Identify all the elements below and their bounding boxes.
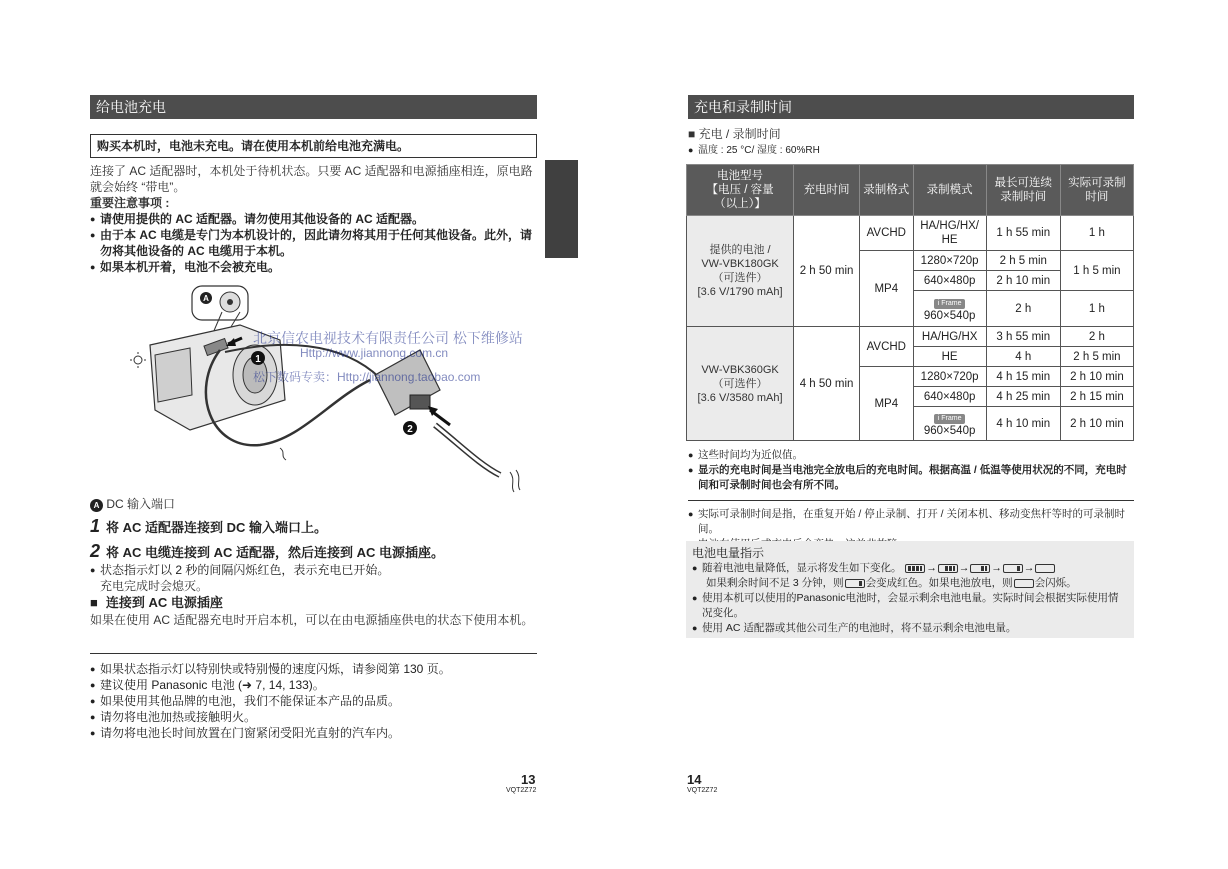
recording-time-subheading: ■ 充电 / 录制时间: [688, 127, 781, 141]
mode-cell: HE: [913, 347, 986, 367]
mode-cell-text: 960×540p: [923, 309, 976, 322]
format-cell: MP4: [860, 367, 914, 441]
indicator-item-cont: [692, 576, 1128, 591]
iframe-badge-icon: i Frame: [934, 299, 966, 309]
max-time-cell: 4 h: [986, 347, 1060, 367]
max-time-cell: 4 h 15 min: [986, 367, 1060, 387]
actual-time-cell: 1 h 5 min: [1060, 251, 1133, 291]
ac-outlet-subheading-text: 连接到 AC 电源插座: [105, 595, 223, 610]
mode-cell-iframe: [913, 407, 986, 441]
battery-empty-icon: [1035, 564, 1055, 573]
indicator-item: ● 使用本机可以使用的Panasonic电池时，会显示剩余电池电量。实际时间会根据实际使用情况变化。: [692, 591, 1128, 621]
footer-note: ● 请勿将电池长时间放置在门窗紧闭受阳光直射的汽车内。: [90, 725, 537, 741]
caption-a-text: DC 输入端口: [106, 497, 176, 511]
header-battery-model: 电池型号 【电压 / 容量 （以上）】: [687, 165, 794, 216]
step-2-text: 将 AC 电缆连接到 AC 适配器，然后连接到 AC 电源插座。: [106, 545, 445, 560]
left-divider: [90, 653, 537, 654]
right-model-code: VQT2Z72: [687, 787, 718, 794]
ac-outlet-text: 如果在使用 AC 适配器充电时开启本机，可以在由电源插座供电的状态下使用本机。: [90, 613, 534, 627]
battery-1-cell: [687, 216, 794, 327]
indicator-text-post: 会闪烁。: [1034, 577, 1077, 589]
battery-1-line: [3.6 V/1790 mAh]: [697, 286, 783, 298]
battery-2-line: VW-VBK360GK: [701, 363, 779, 376]
left-model-code: VQT2Z72: [506, 787, 537, 794]
indicator-text-mid: 会变成红色。如果电池放电，则: [865, 577, 1013, 589]
mode-cell: HA/HG/HX: [913, 327, 986, 347]
right-divider: [688, 500, 1134, 501]
battery-1-line: 提供的电池 /: [709, 244, 771, 256]
step-1-number: 1: [90, 516, 101, 536]
battery-2-charge-time: 4 h 50 min: [794, 327, 860, 441]
indicator-item: ● 随着电池电量降低，显示将发生如下变化。 → → → →: [692, 561, 1128, 576]
max-time-cell: 3 h 55 min: [986, 327, 1060, 347]
subheading-square-icon: ■: [90, 595, 98, 610]
caption-a-badge: A: [90, 499, 103, 512]
step-1: [90, 516, 327, 538]
battery-low-icon: [845, 579, 865, 588]
mode-cell: 640×480p: [913, 387, 986, 407]
left-page-number: 13: [521, 772, 536, 787]
recording-time-table: [686, 164, 1134, 441]
caption-a: [90, 496, 175, 512]
actual-time-cell: 2 h 15 min: [1060, 387, 1133, 407]
battery-one-third-icon: [970, 564, 990, 573]
callout-2-text: 2: [407, 424, 413, 435]
mode-cell: 1280×720p: [913, 251, 986, 271]
header-mode: 录制模式: [913, 165, 986, 216]
extra-note: ● 实际可录制时间是指，在重复开始 / 停止录制、打开 / 关闭本机、移动变焦杆等时的可录制时间。: [688, 507, 1134, 537]
charge-notice-box: 购买本机时，电池未充电。请在使用本机前给电池充满电。: [90, 134, 537, 158]
step-2-note-cont: 充电完成时会熄灭。: [100, 579, 209, 593]
table-note: ● 显示的充电时间是当电池完全放电后的充电时间。根据高温 / 低温等使用状况的不同，充电时间和可录制时间也会有所不同。: [688, 463, 1134, 493]
footer-note: ● 建议使用 Panasonic 电池 (➜ 7, 14, 133)。: [90, 677, 537, 693]
table-notes: [688, 448, 1134, 493]
actual-time-cell: 1 h: [1060, 291, 1133, 327]
battery-1-line: VW-VBK180GK: [701, 258, 779, 270]
step-2-note: ● 状态指示灯以 2 秒的间隔闪烁红色，表示充电已开始。: [90, 562, 537, 578]
important-item: ● 请使用提供的 AC 适配器。请勿使用其他设备的 AC 适配器。: [90, 211, 537, 227]
max-time-cell: 4 h 25 min: [986, 387, 1060, 407]
left-section-title: 给电池充电: [90, 95, 537, 119]
watermark-line-1: 北京信农电视技术有限责任公司 松下维修站: [253, 330, 523, 346]
format-cell: AVCHD: [860, 216, 914, 251]
actual-time-cell: 2 h 5 min: [1060, 347, 1133, 367]
indicator-title: 电池电量指示: [692, 546, 765, 560]
header-format: 录制格式: [860, 165, 914, 216]
charging-illustration: [130, 280, 550, 495]
right-page-number: 14: [687, 772, 702, 787]
intro-paragraph: 连接了 AC 适配器时，本机处于待机状态。只要 AC 适配器和电源插座相连，原电路就会始终 “带电”。: [90, 164, 533, 194]
indicator-item: ● 使用 AC 适配器或其他公司生产的电池时，将不显示剩余电池电量。: [692, 621, 1128, 636]
label-a-text: A: [203, 294, 209, 303]
battery-2-line: （可选件）: [712, 377, 768, 390]
condition-list: [688, 143, 1134, 158]
header-actual-time: 实际可录制 时间: [1060, 165, 1133, 216]
step-2-number: 2: [90, 541, 101, 561]
watermark-line-3: 松下数码专卖：Http://jiannong.taobao.com: [253, 370, 481, 384]
mode-cell-text: 960×540p: [923, 424, 976, 437]
step-2: [90, 541, 444, 563]
actual-time-cell: 2 h: [1060, 327, 1133, 347]
important-item: ● 如果本机开着，电池不会被充电。: [90, 259, 537, 275]
max-time-cell: 4 h 10 min: [986, 407, 1060, 441]
mode-cell: 640×480p: [913, 271, 986, 291]
callout-1-text: 1: [255, 354, 261, 365]
step-1-text: 将 AC 适配器连接到 DC 输入端口上。: [106, 520, 328, 535]
table-row: [687, 216, 1134, 251]
table-note: ● 这些时间均为近似值。: [688, 448, 1134, 463]
header-max-time: 最长可连续 录制时间: [986, 165, 1060, 216]
max-time-cell: 2 h 10 min: [986, 271, 1060, 291]
max-time-cell: 2 h: [986, 291, 1060, 327]
left-footer-notes: [90, 661, 537, 741]
header-charge-time: 充电时间: [794, 165, 860, 216]
important-item: ● 由于本 AC 电缆是专门为本机设计的，因此请勿将其用于任何其他设备。此外，请勿将其他设备的 AC 电缆用于本机。: [90, 227, 537, 259]
condition-note: ● 温度 : 25 °C/ 湿度 : 60%RH: [688, 143, 1134, 158]
indicator-item-text: 随着电池电量降低，显示将发生如下变化。: [702, 562, 902, 574]
important-list: [90, 211, 537, 275]
battery-low-icon: [1003, 564, 1023, 573]
battery-2-line: [3.6 V/3580 mAh]: [697, 391, 783, 404]
iframe-badge-icon: i Frame: [934, 414, 966, 424]
battery-full-icon: [905, 564, 925, 573]
camera-adapter-drawing: [130, 280, 550, 495]
max-time-cell: 1 h 55 min: [986, 216, 1060, 251]
battery-two-thirds-icon: [938, 564, 958, 573]
footer-note: ● 请勿将电池加热或接触明火。: [90, 709, 537, 725]
mode-cell: 1280×720p: [913, 367, 986, 387]
actual-time-cell: 2 h 10 min: [1060, 367, 1133, 387]
ac-outlet-subheading: [90, 593, 223, 613]
indicator-text-pre: 如果剩余时间不足 3 分钟，则: [706, 577, 844, 589]
format-cell: AVCHD: [860, 327, 914, 367]
battery-1-line: （可选件）: [712, 272, 768, 284]
battery-empty-icon: [1014, 579, 1034, 588]
footer-note: ● 如果使用其他品牌的电池，我们不能保证本产品的品质。: [90, 693, 537, 709]
battery-2-cell: [687, 327, 794, 441]
battery-1-charge-time: 2 h 50 min: [794, 216, 860, 327]
chapter-tab-marker: [545, 160, 578, 258]
mode-cell-iframe: [913, 291, 986, 327]
step-2-notes: [90, 562, 537, 578]
format-cell: MP4: [860, 251, 914, 327]
right-section-title: 充电和录制时间: [688, 95, 1134, 119]
indicator-list: [692, 561, 1128, 636]
table-row: [687, 327, 1134, 347]
battery-indicator-box: [686, 541, 1134, 638]
footer-note: ● 如果状态指示灯以特别快或特别慢的速度闪烁，请参阅第 130 页。: [90, 661, 537, 677]
actual-time-cell: 2 h 10 min: [1060, 407, 1133, 441]
mode-cell: HA/HG/HX/ HE: [913, 216, 986, 251]
max-time-cell: 2 h 5 min: [986, 251, 1060, 271]
watermark-line-2: Http://www.jiannong.com.cn: [300, 346, 449, 360]
actual-time-cell: 1 h: [1060, 216, 1133, 251]
important-heading: 重要注意事项 :: [90, 196, 170, 210]
